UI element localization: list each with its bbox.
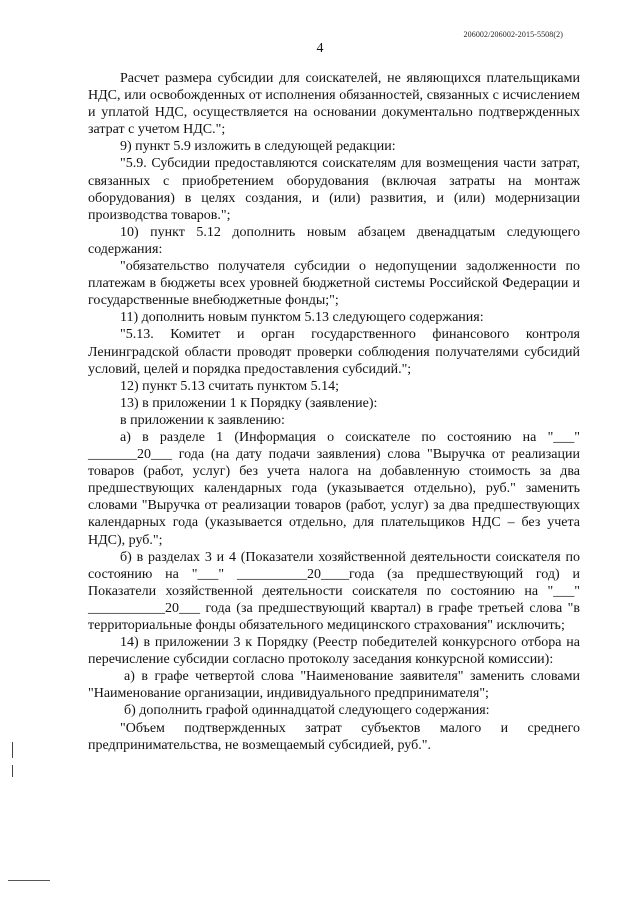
paragraph-item-10: 10) пункт 5.12 дополнить новым абзацем двенадцатым следующего содержания: (88, 224, 580, 257)
page-number: 4 (316, 41, 324, 56)
paragraph-item-14: 14) в приложении 3 к Порядку (Реестр победителей конкурсного отбора на перечисление субсидии согласно протоколу заседания конкурсной комиссии): (88, 635, 580, 668)
paragraph-item-14-b: б) дополнить графой одиннадцатой следующего содержания: (124, 703, 490, 719)
paragraph-new-column-text: "Объем подтвержденных затрат субъектов малого и среднего предпринимательства, не возмещаемый субсидией, руб.". (88, 720, 580, 753)
paragraph-vat-calculation: Расчет размера субсидии для соискателей, не являющихся плательщиками НДС, или освобожденных от исполнения обязанностей, связанных с исчислением и уплатой НДС, осуществляется на основании документально подтвержденных затрат с учетом НДС."; (88, 71, 580, 138)
document-registration-number: 206002/206002-2015-5508(2) (463, 30, 563, 39)
document-body (88, 70, 580, 754)
paragraph-item-13-b: б) в разделах 3 и 4 (Показатели хозяйственной деятельности соискателя по состоянию на "___" __________20____года (за предшествующий год) и Показатели хозяйственной деятельности соискателя по состоянию на "___" ___________20___ года (за предшествующий квартал) в графе третьей слова "в территориальные фонды обязательного медицинского страхования" исключить; (88, 549, 580, 633)
paragraph-item-12: 12) пункт 5.13 считать пунктом 5.14; (120, 378, 340, 394)
scan-margin-mark (12, 742, 13, 758)
scan-margin-mark (12, 765, 13, 777)
paragraph-item-13: 13) в приложении 1 к Порядку (заявление): (120, 395, 378, 411)
scan-footer-line (8, 880, 50, 881)
paragraph-item-13-a: а) в разделе 1 (Информация о соискателе по состоянию на "___" _______20___ года (на дату подачи заявления) слова "Выручка от реализации товаров (работ, услуг) без учета налога на добавленную стоимость за два предшествующих календарных года (указывается отдельно), руб." заменить словами "Выручка от реализации товаров (работ, услуг) за два предшествующих календарных года (указывается отдельно, для плательщиков НДС – без учета НДС), руб."; (88, 429, 580, 548)
paragraph-clause-5-9: "5.9. Субсидии предоставляются соискателям для возмещения части затрат, связанных с приобретением оборудования (включая затраты на монтаж оборудования) в целях создания, и (или) развития, и (или) модернизации производства товаров."; (88, 156, 580, 223)
paragraph-item-14-a: а) в графе четвертой слова "Наименование заявителя" заменить словами "Наименование организации, индивидуального предпринимателя"; (88, 669, 580, 702)
paragraph-item-9: 9) пункт 5.9 изложить в следующей редакции: (120, 139, 396, 155)
paragraph-clause-5-13: "5.13. Комитет и орган государственного финансового контроля Ленинградской области проводят проверки соблюдения получателями субсидий условий, целей и порядка предоставления субсидий."; (88, 327, 580, 377)
paragraph-obligation-text: "обязательство получателя субсидии о недопущении задолженности по платежам в бюджеты всех уровней бюджетной системы Российской Федерации и государственные внебюджетные фонды;"; (88, 259, 580, 309)
paragraph-annex-intro: в приложении к заявлению: (120, 412, 285, 428)
paragraph-item-11: 11) дополнить новым пунктом 5.13 следующего содержания: (120, 310, 484, 326)
